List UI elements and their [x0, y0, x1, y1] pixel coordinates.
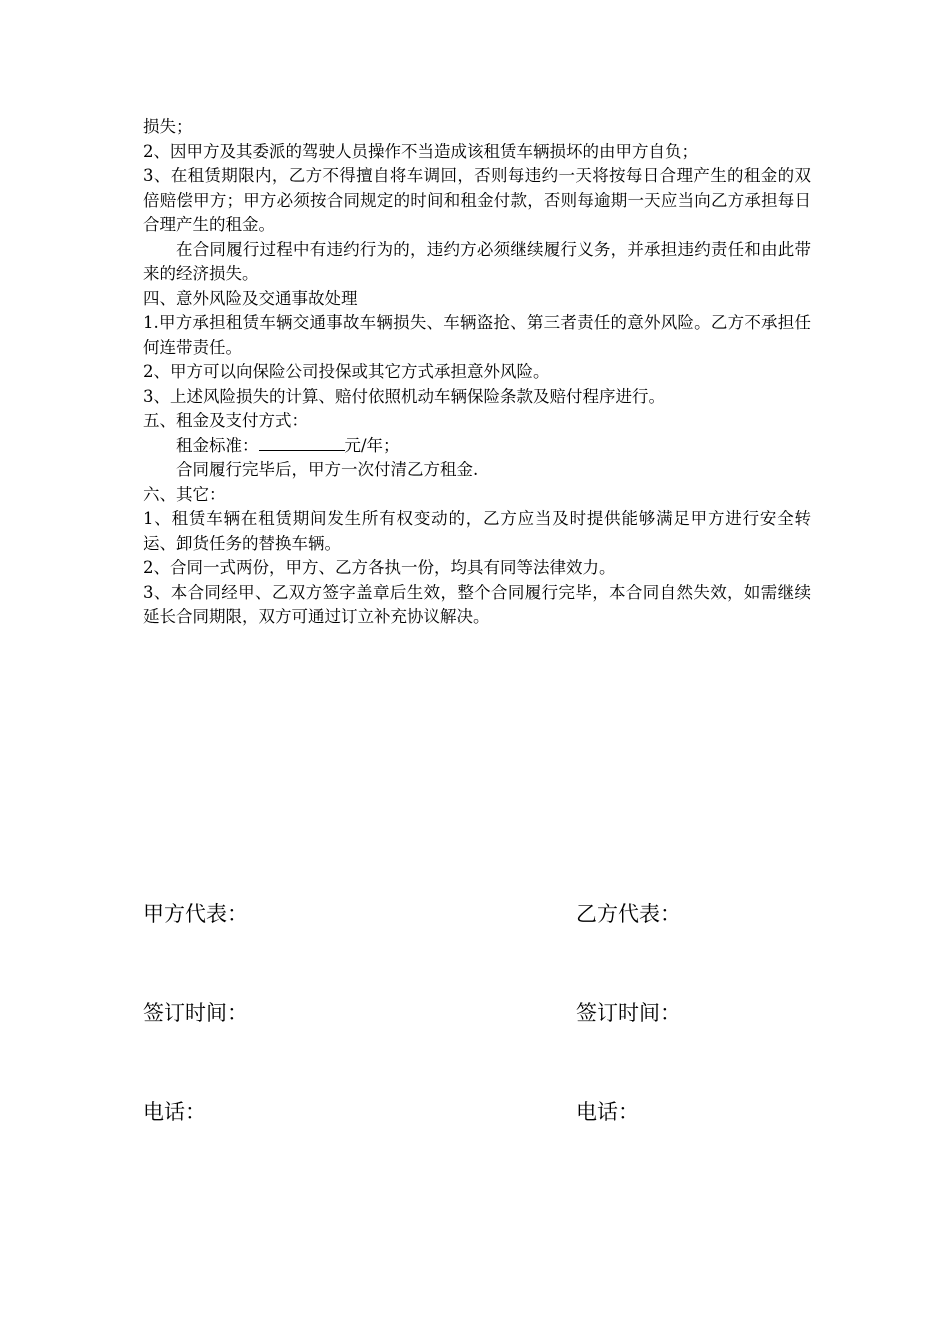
paragraph-risk-1: 1.甲方承担租赁车辆交通事故车辆损失、车辆盗抢、第三者责任的意外风险。乙方不承担任何连带责任。 — [143, 313, 811, 357]
contract-body — [143, 115, 811, 630]
paragraph-breach: 在合同履行过程中有违约行为的，违约方必须继续履行义务，并承担违约责任和由此带来的经济损失。 — [143, 239, 811, 283]
paragraph-clause-3: 3、在租赁期限内，乙方不得擅自将车调回，否则每违约一天将按每日合理产生的租金的双倍赔偿甲方；甲方必须按合同规定的时间和租金付款，否则每逾期一天应当向乙方承担每日合理产生的租金。 — [143, 166, 811, 234]
party-b-representative: 乙方代表： — [576, 902, 681, 926]
section-heading-risk: 四、意外风险及交通事故处理 — [143, 288, 358, 308]
paragraph-other-2: 2、合同一式两份，甲方、乙方各执一份，均具有同等法律效力。 — [143, 558, 616, 577]
paragraph-risk-3: 3、上述风险损失的计算、赔付依照机动车辆保险条款及赔付程序进行。 — [143, 386, 665, 406]
rent-standard-label: 租金标准： — [176, 435, 259, 455]
payment-line: 合同履行完毕后，甲方一次付清乙方租金. — [176, 460, 479, 479]
paragraph-clause-2: 2、因甲方及其委派的驾驶人员操作不当造成该租赁车辆损坏的由甲方自负； — [143, 141, 698, 161]
party-b-phone: 电话： — [576, 1100, 639, 1124]
party-a-representative: 甲方代表： — [143, 902, 248, 926]
section-heading-other: 六、其它： — [143, 484, 226, 504]
rent-amount-blank — [259, 436, 345, 451]
party-b-sign-date: 签订时间： — [576, 1001, 681, 1025]
rent-unit: 元/年； — [344, 435, 400, 455]
rent-standard-line — [143, 434, 811, 459]
paragraph-loss: 损失； — [143, 117, 193, 136]
paragraph-other-1: 1、租赁车辆在租赁期间发生所有权变动的，乙方应当及时提供能够满足甲方进行安全转运、卸货任务的替换车辆。 — [143, 509, 811, 553]
paragraph-risk-2: 2、甲方可以向保险公司投保或其它方式承担意外风险。 — [143, 362, 550, 381]
party-a-phone: 电话： — [143, 1100, 206, 1124]
party-a-sign-date: 签订时间： — [143, 1001, 248, 1025]
section-heading-rent: 五、租金及支付方式： — [143, 411, 308, 430]
paragraph-other-3: 3、本合同经甲、乙双方签字盖章后生效，整个合同履行完毕，本合同自然失效，如需继续延长合同期限，双方可通过订立补充协议解决。 — [143, 582, 811, 626]
